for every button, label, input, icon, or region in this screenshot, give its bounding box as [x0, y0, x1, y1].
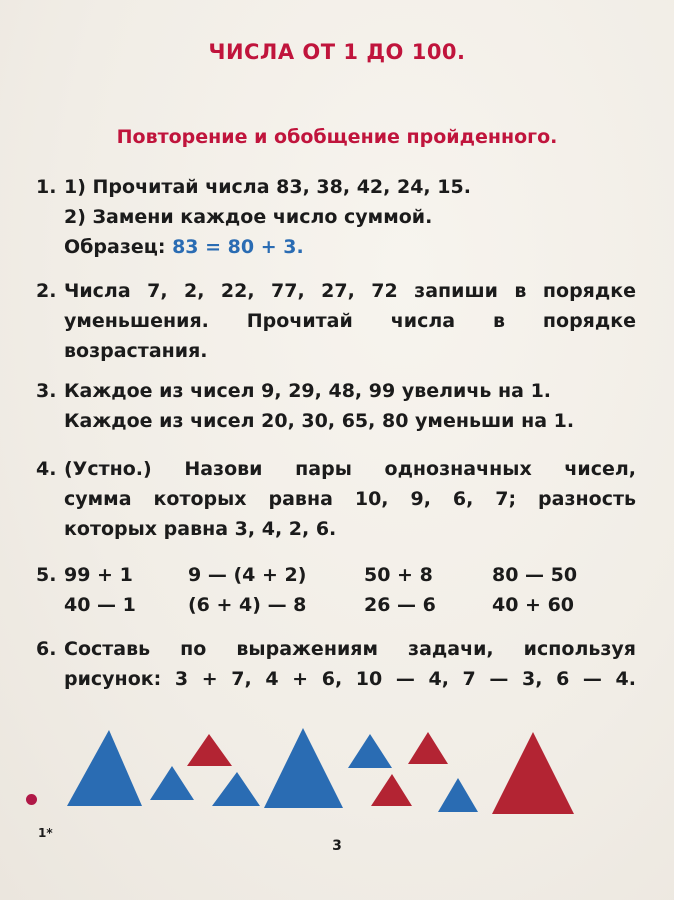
task-number: 4.: [36, 458, 57, 480]
red-triangle-large: [492, 732, 574, 814]
blue-triangle-large: [67, 730, 142, 806]
task-text-line: которых равна 3, 4, 2, 6.: [64, 518, 337, 540]
blue-triangle-small: [348, 734, 392, 768]
task-text-line: рисунок: 3 + 7, 4 + 6, 10 — 4, 7 — 3, 6 — 4.: [64, 668, 636, 690]
task-number: 1.: [36, 176, 57, 198]
task-text-line: Каждое из чисел 9, 29, 48, 99 увеличь на 1.: [64, 380, 552, 402]
task-text-line: Составь по выражениям задачи, используя: [64, 638, 636, 660]
red-triangle-small: [187, 734, 232, 766]
task-text-line: 1) Прочитай числа 83, 38, 42, 24, 15.: [64, 176, 471, 198]
task-text-line: сумма которых равна 10, 9, 6, 7; разность: [64, 488, 636, 510]
task-number: 3.: [36, 380, 57, 402]
task-text-line: возрастания.: [64, 340, 208, 362]
section-subtitle: Повторение и обобщение пройденного.: [116, 126, 558, 148]
sample-expression: 83 = 80 + 3.: [172, 236, 304, 258]
margin-marker-dot: [26, 794, 37, 805]
task-text-line: 2) Замени каждое число суммой.: [64, 206, 433, 228]
expression: 80 — 50: [492, 564, 578, 586]
task-text-line: уменьшения. Прочитай числа в порядке: [64, 310, 636, 332]
blue-triangle-small: [438, 778, 478, 812]
task-number: 2.: [36, 280, 57, 302]
task-number: 5.: [36, 564, 57, 586]
sample-label: Образец:: [64, 236, 166, 258]
expression: 40 + 60: [492, 594, 575, 616]
signature-mark: 1*: [38, 826, 53, 840]
task-number: 6.: [36, 638, 57, 660]
task-text-line: Каждое из чисел 20, 30, 65, 80 уменьши на 1.: [64, 410, 575, 432]
blue-triangle-small: [150, 766, 194, 800]
red-triangle-small: [371, 774, 412, 806]
expression: (6 + 4) — 8: [188, 594, 307, 616]
page-title: ЧИСЛА ОТ 1 ДО 100.: [208, 40, 466, 64]
expression: 99 + 1: [64, 564, 133, 586]
blue-triangle-large: [264, 728, 343, 808]
red-triangle-small: [408, 732, 448, 764]
blue-triangle-small: [212, 772, 260, 806]
page-number: 3: [332, 838, 342, 854]
expression: 40 — 1: [64, 594, 136, 616]
task-text-line: (Устно.) Назови пары однозначных чисел,: [64, 458, 636, 480]
expression: 9 — (4 + 2): [188, 564, 307, 586]
expression: 50 + 8: [364, 564, 433, 586]
expression: 26 — 6: [364, 594, 436, 616]
task-text-line: Числа 7, 2, 22, 77, 27, 72 запиши в порядке: [64, 280, 636, 302]
